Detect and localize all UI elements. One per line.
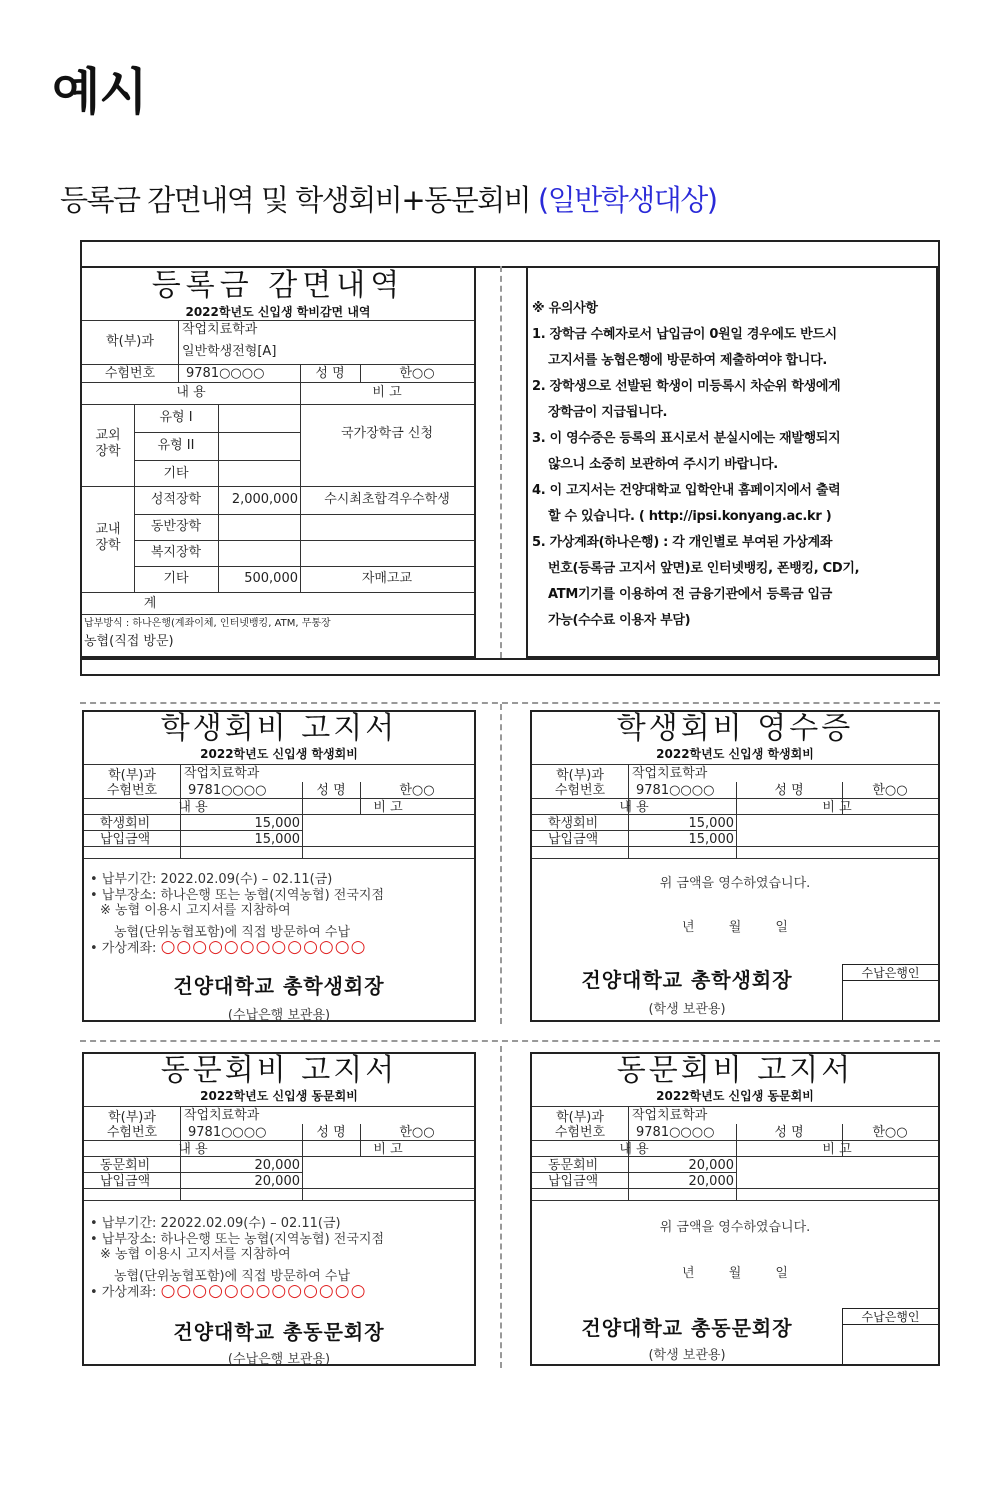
page-title: 예시 <box>52 63 147 121</box>
exam-label: 수험번호 <box>554 783 606 798</box>
nh-visit-note: 농협(단위농협포함)에 직접 방문하여 수납 <box>114 924 351 940</box>
note-header: 비 고 <box>372 385 402 400</box>
page-subtitle <box>60 178 717 219</box>
internal-row-label: 기타 <box>163 571 189 586</box>
total-label: 계 <box>143 596 157 611</box>
notice-line: 4. 이 고지서는 건양대학교 입학안내 홈페이지에서 출력 <box>532 483 841 498</box>
exam-value: 9781○○○○ <box>186 366 265 381</box>
nh-visit-note: 농협(단위농협포함)에 직접 방문하여 수납 <box>114 1268 351 1284</box>
name-value: 한○○ <box>399 1125 435 1140</box>
student-fee-notice <box>82 710 476 1022</box>
notice-line: 할 수 있습니다. ( http://ipsi.konyang.ac.kr ) <box>548 509 832 524</box>
exam-value: 9781○○○○ <box>636 1125 715 1140</box>
cut-line <box>500 1046 502 1368</box>
account-label: • 가상계좌: <box>90 1285 157 1300</box>
fee-label: 학생회비 <box>548 816 599 831</box>
paid-label: 납입금액 <box>100 1174 151 1189</box>
receipt-date: 년 월 일 <box>682 920 788 935</box>
signatory: 건양대학교 총동문회장 <box>173 1320 385 1344</box>
slip-title: 학생회비 영수증 <box>616 711 854 746</box>
dept-label: 학(부)과 <box>108 1110 156 1125</box>
notice-title: ※ 유의사항 <box>532 301 598 316</box>
account-label: • 가상계좌: <box>90 941 157 956</box>
slip-title: 동문회비 고지서 <box>616 1053 854 1088</box>
dept-value: 작업치료학과 <box>632 1108 708 1123</box>
admission-type: 일반학생전형[A] <box>182 344 277 359</box>
note-header: 비 고 <box>822 800 852 815</box>
payment-method-nh: 농협(직접 방문) <box>84 634 174 649</box>
payment-period: • 납부기간: 22022.02.09(수) – 02.11(금) <box>90 1216 341 1231</box>
internal-group-label: 교내 장학 <box>95 522 121 553</box>
fee-label: 동문회비 <box>548 1158 599 1173</box>
nh-note: ※ 농협 이용시 고지서를 지참하여 <box>100 1247 291 1262</box>
frame-bottom-band <box>82 658 938 674</box>
alumni-fee-notice <box>82 1052 476 1366</box>
internal-row-note: 자매고교 <box>361 571 413 586</box>
notice-line: 5. 가상계좌(하나은행) : 각 개인별로 부여된 가상계좌 <box>532 535 833 550</box>
reduction-box <box>80 266 476 658</box>
fee-label: 동문회비 <box>100 1158 151 1173</box>
slip-title: 학생회비 고지서 <box>160 711 398 746</box>
dept-label: 학(부)과 <box>556 768 604 783</box>
content-header: 내 용 <box>619 1142 649 1157</box>
cut-line <box>80 1040 940 1042</box>
content-header: 내 용 <box>619 800 649 815</box>
receipt-date: 년 월 일 <box>682 1266 788 1281</box>
payment-period: • 납부기간: 2022.02.09(수) – 02.11(금) <box>90 872 333 887</box>
fee-amount: 20,000 <box>688 1158 734 1173</box>
internal-row-label: 성적장학 <box>150 492 202 507</box>
notice-line: 번호(등록금 고지서 앞면)로 인터넷뱅킹, 폰뱅킹, CD기, <box>548 561 860 576</box>
name-value: 한○○ <box>399 366 435 381</box>
fee-amount: 15,000 <box>688 816 734 831</box>
exam-value: 9781○○○○ <box>636 783 715 798</box>
dept-value: 작업치료학과 <box>184 1108 260 1123</box>
cut-line <box>500 704 502 1024</box>
external-group-label: 교외 장학 <box>95 428 121 459</box>
receipt-confirmation: 위 금액을 영수하였습니다. <box>659 1220 811 1235</box>
paid-label: 납입금액 <box>548 1174 599 1189</box>
external-row-1: 유형 I <box>159 410 193 425</box>
name-label: 성 명 <box>774 1125 804 1140</box>
internal-row-label: 동반장학 <box>150 519 202 534</box>
paid-label: 납입금액 <box>548 832 599 847</box>
paid-amount: 20,000 <box>688 1174 734 1189</box>
dept-value: 작업치료학과 <box>182 322 258 337</box>
exam-label: 수험번호 <box>106 1125 158 1140</box>
dept-label: 학(부)과 <box>108 768 156 783</box>
notice-line: 장학금이 지급됩니다. <box>548 405 668 420</box>
exam-value: 9781○○○○ <box>188 783 267 798</box>
signatory: 건양대학교 총동문회장 <box>581 1316 793 1340</box>
payment-place: • 납부장소: 하나은행 또는 농협(지역농협) 전국지점 <box>90 887 385 903</box>
paid-amount: 15,000 <box>254 832 300 847</box>
name-label: 성 명 <box>316 783 346 798</box>
note-header: 비 고 <box>373 1142 403 1157</box>
dept-label: 학(부)과 <box>556 1110 604 1125</box>
virtual-account: ○○○○○○○○○○○○○ <box>160 937 367 957</box>
name-label: 성 명 <box>315 366 345 381</box>
copy-label: (학생 보관용) <box>648 1002 726 1017</box>
internal-row-amount: 500,000 <box>244 571 298 586</box>
paid-amount: 20,000 <box>254 1174 300 1189</box>
stamp-label: 수납은행인 <box>843 965 938 981</box>
external-row-3: 기타 <box>163 466 189 481</box>
notice-line: 가능(수수료 이용자 부담) <box>548 613 691 628</box>
dept-value: 작업치료학과 <box>632 766 708 781</box>
notice-line: 고지서를 농협은행에 방문하여 제출하여야 합니다. <box>548 353 827 368</box>
fee-amount: 20,000 <box>254 1158 300 1173</box>
student-fee-receipt <box>530 710 940 1022</box>
external-row-2: 유형 II <box>157 438 195 453</box>
notice-line: 3. 이 영수증은 등록의 표시로서 분실시에는 재발행되지 <box>532 431 841 446</box>
dept-label: 학(부)과 <box>106 334 154 349</box>
payment-place: • 납부장소: 하나은행 또는 농협(지역농협) 전국지점 <box>90 1231 385 1247</box>
slip-subtitle: 2022학년도 신입생 동문회비 <box>656 1089 814 1103</box>
note-header: 비 고 <box>822 1142 852 1157</box>
internal-row-amount: 2,000,000 <box>231 492 298 507</box>
bank-stamp-box <box>842 1308 938 1364</box>
frame-top-band <box>82 242 938 268</box>
reduction-subtitle: 2022학년도 신입생 학비감면 내역 <box>185 305 371 319</box>
fee-amount: 15,000 <box>254 816 300 831</box>
alumni-fee-receipt <box>530 1052 940 1366</box>
notice-box <box>526 266 938 658</box>
stamp-label: 수납은행인 <box>843 1309 938 1325</box>
exam-value: 9781○○○○ <box>188 1125 267 1140</box>
internal-row-label: 복지장학 <box>150 545 202 560</box>
name-value: 한○○ <box>399 783 435 798</box>
subtitle-text: 등록금 감면내역 및 학생회비+동문회비 <box>60 183 531 217</box>
paid-amount: 15,000 <box>688 832 734 847</box>
paid-label: 납입금액 <box>100 832 151 847</box>
notice-line: 2. 장학생으로 선발된 학생이 미등록시 차순위 학생에게 <box>532 379 841 394</box>
content-header: 내 용 <box>178 800 208 815</box>
name-label: 성 명 <box>774 783 804 798</box>
receipt-confirmation: 위 금액을 영수하였습니다. <box>659 876 811 891</box>
note-header: 비 고 <box>373 800 403 815</box>
content-header: 내 용 <box>176 385 206 400</box>
payment-notes <box>90 872 384 957</box>
notice-line: 1. 장학금 수혜자로서 납입금이 0원일 경우에도 반드시 <box>532 327 837 342</box>
virtual-account: ○○○○○○○○○○○○○ <box>160 1281 367 1301</box>
name-label: 성 명 <box>316 1125 346 1140</box>
slip-title: 동문회비 고지서 <box>160 1053 398 1088</box>
nh-note: ※ 농협 이용시 고지서를 지참하여 <box>100 903 291 918</box>
slip-subtitle: 2022학년도 신입생 학생회비 <box>200 747 358 761</box>
fee-label: 학생회비 <box>100 816 151 831</box>
cut-line <box>500 266 502 658</box>
subtitle-highlight: (일반학생대상) <box>537 183 717 217</box>
dept-value: 작업치료학과 <box>184 766 260 781</box>
reduction-title: 등록금 감면내역 <box>151 268 405 303</box>
internal-row-note: 수시최초합격우수학생 <box>324 492 450 507</box>
name-value: 한○○ <box>872 783 908 798</box>
content-header: 내 용 <box>178 1142 208 1157</box>
payment-method: 납부방식 : 하나은행(계좌이체, 인터넷뱅킹, ATM, 무통장 <box>84 618 331 629</box>
signatory: 건양대학교 총학생회장 <box>173 974 385 998</box>
slip-subtitle: 2022학년도 신입생 동문회비 <box>200 1089 358 1103</box>
slip-subtitle: 2022학년도 신입생 학생회비 <box>656 747 814 761</box>
name-value: 한○○ <box>872 1125 908 1140</box>
payment-notes <box>90 1216 384 1301</box>
copy-label: (수납은행 보관용) <box>227 1352 331 1367</box>
notice-line: 않으니 소중히 보관하여 주시기 바랍니다. <box>548 457 778 472</box>
external-note: 국가장학금 신청 <box>340 426 434 441</box>
copy-label: (학생 보관용) <box>648 1348 726 1363</box>
notice-line: ATM기기를 이용하여 전 금융기관에서 등록금 입금 <box>548 587 832 602</box>
cut-line <box>80 702 940 704</box>
exam-label: 수험번호 <box>554 1125 606 1140</box>
bank-stamp-box <box>842 964 938 1020</box>
exam-label: 수험번호 <box>104 366 156 381</box>
exam-label: 수험번호 <box>106 783 158 798</box>
copy-label: (수납은행 보관용) <box>227 1008 331 1023</box>
signatory: 건양대학교 총학생회장 <box>581 968 793 992</box>
